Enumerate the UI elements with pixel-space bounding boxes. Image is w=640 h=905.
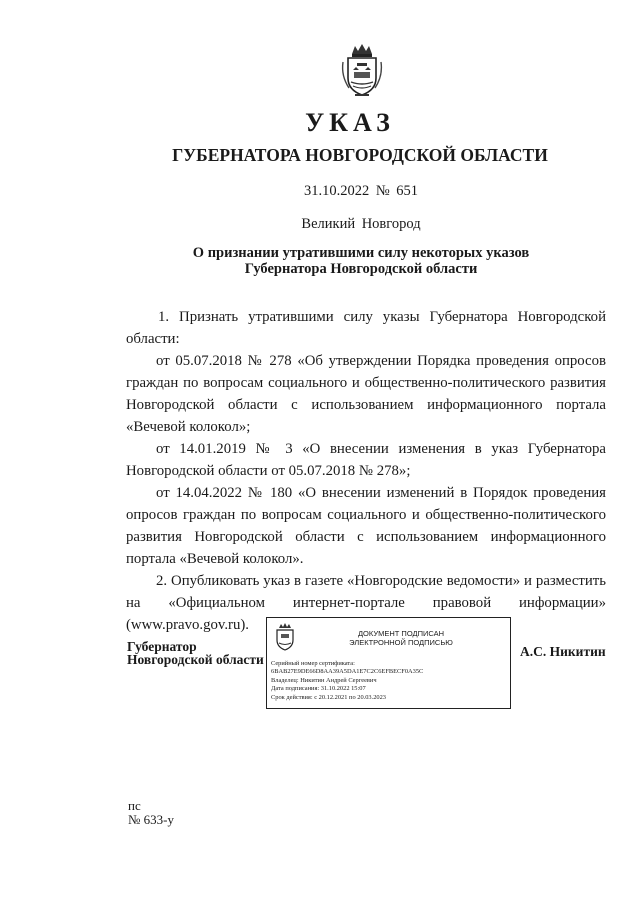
document-body	[126, 306, 606, 636]
document-type-heading: УКАЗ	[305, 108, 395, 137]
coat-of-arms-emblem	[339, 42, 385, 98]
subject-line: Губернатора Новгородской области	[244, 261, 478, 277]
paragraph-item-1: 1. Признать утратившими силу указы Губернатора Новгородской области:	[126, 309, 606, 347]
electronic-signature-stamp	[266, 617, 511, 709]
certificate-serial-label: Серийный номер сертификата:	[271, 660, 355, 667]
issuer-heading: ГУБЕРНАТОРА НОВГОРОДСКОЙ ОБЛАСТИ	[172, 145, 548, 165]
paragraph-decree-278: от 05.07.2018 № 278 «Об утверждении Порядка проведения опросов граждан по вопросам социального и общественно-политического развития Новгородской области с использованием информационного портала «Вечевой колокол»;	[126, 353, 606, 435]
signing-date: Дата подписания: 31.10.2022 15:07	[271, 685, 366, 693]
signatory-title-line: Новгородской области	[127, 652, 264, 667]
signatory-name: А.С. Никитин	[520, 644, 606, 659]
stamp-heading	[311, 629, 491, 647]
date-and-number: 31.10.2022 № 651	[303, 183, 419, 199]
stamp-heading-line: ЭЛЕКТРОННОЙ ПОДПИСЬЮ	[349, 638, 453, 647]
place-of-issue: Великий Новгород	[301, 216, 421, 232]
registration-note-line: пс	[128, 798, 141, 813]
stamp-emblem-icon	[272, 622, 298, 652]
subject-line: О признании утратившими силу некоторых указов	[192, 245, 530, 261]
document-subject	[0, 245, 640, 277]
paragraph-decree-180: от 14.04.2022 № 180 «О внесении изменений в Порядок проведения опросов граждан по вопросам социального и общественно-политического развития Новгородской области с использованием информационного портала «Вечевой колокол».	[126, 485, 606, 567]
registration-number: № 633-у	[128, 812, 174, 827]
stamp-heading-line: ДОКУМЕНТ ПОДПИСАН	[357, 629, 445, 638]
paragraph-item-2: 2. Опубликовать указ в газете «Новгородские ведомости» и разместить на «Официальном интернет-портале правовой информации» (www.pravo.gov.ru).	[126, 573, 606, 633]
signatory-title-line: Губернатор	[127, 639, 197, 654]
paragraph-decree-3: от 14.01.2019 № 3 «О внесении изменения в указ Губернатора Новгородской области от 05.07.2018 № 278»;	[126, 441, 606, 479]
certificate-details	[271, 660, 507, 702]
signatory-title	[127, 640, 264, 666]
registration-note	[128, 799, 174, 827]
certificate-validity: Срок действия: с 20.12.2021 по 20.03.2023	[271, 693, 387, 701]
certificate-owner: Владелец: Никитин Андрей Сергеевич	[271, 676, 377, 684]
certificate-serial: 6BAB27E9DE66D8AA39A5DA1E7C2C6EFBECF0A35C	[271, 668, 424, 676]
